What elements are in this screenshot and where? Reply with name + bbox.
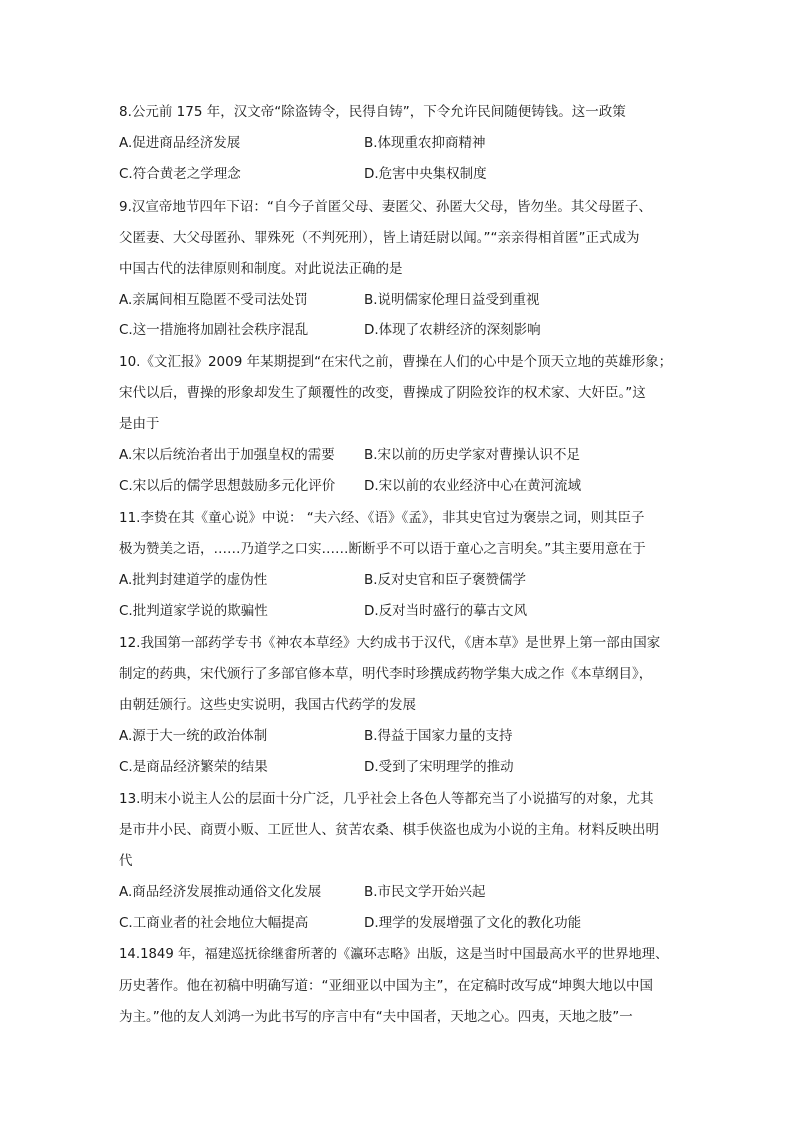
q8-option-b: B.体现重农抑商精神 — [364, 135, 486, 151]
q12-stem-line-3: 由朝廷颁行。这些史实说明，我国古代药学的发展 — [119, 697, 416, 713]
q8-option-d: D.危害中央集权制度 — [364, 166, 487, 182]
q9-option-c: C.这一措施将加剧社会秩序混乱 — [119, 322, 309, 338]
q13-stem-line-1: 13.明末小说主人公的层面十分广泛，几乎社会上各色人等都充当了小说描写的对象，尤其 — [119, 791, 654, 807]
q12-option-a: A.源于大一统的政治体制 — [119, 728, 268, 744]
q13-option-b: B.市民文学开始兴起 — [364, 884, 486, 900]
q10-option-d: D.宋以前的农业经济中心在黄河流域 — [364, 478, 582, 494]
q10-option-b: B.宋以前的历史学家对曹操认识不足 — [364, 447, 581, 463]
q13-option-c: C.工商业者的社会地位大幅提高 — [119, 915, 309, 931]
q9-option-b: B.说明儒家伦理日益受到重视 — [364, 292, 540, 308]
q11-option-c: C.批判道家学说的欺骗性 — [119, 603, 268, 619]
q11-option-d: D.反对当时盛行的摹古文风 — [364, 603, 528, 619]
q13-stem-line-3: 代 — [119, 853, 133, 869]
q9-option-a: A.亲属间相互隐匿不受司法处罚 — [119, 292, 308, 308]
q11-stem-line-1: 11.李贽在其《童心说》中说： “夫六经、《语》《孟》，非其史官过为褒崇之词，则其臣子 — [119, 510, 645, 526]
q12-option-b: B.得益于国家力量的支持 — [364, 728, 513, 744]
q12-stem-line-2: 制定的药典，宋代颁行了多部官修本草，明代李时珍撰成药物学集大成之作《本草纲目》， — [119, 666, 653, 682]
q9-stem-line-2: 父匿妻、大父母匿孙、罪殊死（不判死刑），皆上请廷尉以闻。”“亲亲得相首匿”正式成为 — [119, 230, 640, 246]
q13-stem-line-2: 是市井小民、商贾小贩、工匠世人、贫苦农桑、棋手侠盗也成为小说的主角。材料反映出明 — [119, 822, 659, 838]
q11-option-b: B.反对史官和臣子褒赞儒学 — [364, 572, 527, 588]
q14-stem-line-2: 历史著作。他在初稿中明确写道：“亚细亚以中国为主”，在定稿时改写成“坤舆大地以中国 — [119, 978, 653, 994]
q13-option-a: A.商品经济发展推动通俗文化发展 — [119, 884, 322, 900]
q12-stem-line-1: 12.我国第一部药学专书《神农本草经》大约成书于汉代，《唐本草》是世界上第一部由国家 — [119, 635, 661, 651]
q9-option-d: D.体现了农耕经济的深刻影响 — [364, 322, 541, 338]
q8-option-a: A.促进商品经济发展 — [119, 135, 241, 151]
q10-stem-line-3: 是由于 — [119, 416, 160, 432]
q9-stem-line-3: 中国古代的法律原则和制度。对此说法正确的是 — [119, 261, 403, 277]
q9-stem-line-1: 9.汉宣帝地节四年下诏：“自今子首匿父母、妻匿父、孙匿大父母，皆勿坐。其父母匿子、 — [119, 199, 652, 215]
q8-stem-line-1: 8.公元前 175 年，汉文帝“除盗铸令，民得自铸”，下令允许民间随便铸钱。这一政策 — [119, 104, 626, 120]
q11-stem-line-2: 极为赞美之语，……乃道学之口实……断断乎不可以语于童心之言明矣。”其主要用意在于 — [119, 541, 646, 557]
q14-stem-line-1: 14.1849 年，福建巡抚徐继畬所著的《瀛环志略》出版，这是当时中国最高水平的世界地理、 — [119, 947, 669, 962]
q10-option-c: C.宋以后的儒学思想鼓励多元化评价 — [119, 478, 336, 494]
q10-stem-line-2: 宋代以后，曹操的形象却发生了颠覆性的改变，曹操成了阴险狡诈的权术家、大奸臣。”这 — [119, 385, 646, 401]
q11-option-a: A.批判封建道学的虚伪性 — [119, 572, 268, 588]
q10-stem-line-1: 10.《文汇报》2009 年某期提到“在宋代之前，曹操在人们的心中是个顶天立地的英雄形象； — [119, 354, 673, 370]
q10-option-a: A.宋以后统治者出于加强皇权的需要 — [119, 447, 335, 463]
q12-option-c: C.是商品经济繁荣的结果 — [119, 759, 268, 775]
q13-option-d: D.理学的发展增强了文化的教化功能 — [364, 915, 582, 931]
q8-option-c: C.符合黄老之学理念 — [119, 166, 241, 182]
q14-stem-line-3: 为主。”他的友人刘鸿一为此书写的序言中有“夫中国者，天地之心。四夷，天地之肢”一 — [119, 1009, 633, 1025]
q12-option-d: D.受到了宋明理学的推动 — [364, 759, 514, 775]
